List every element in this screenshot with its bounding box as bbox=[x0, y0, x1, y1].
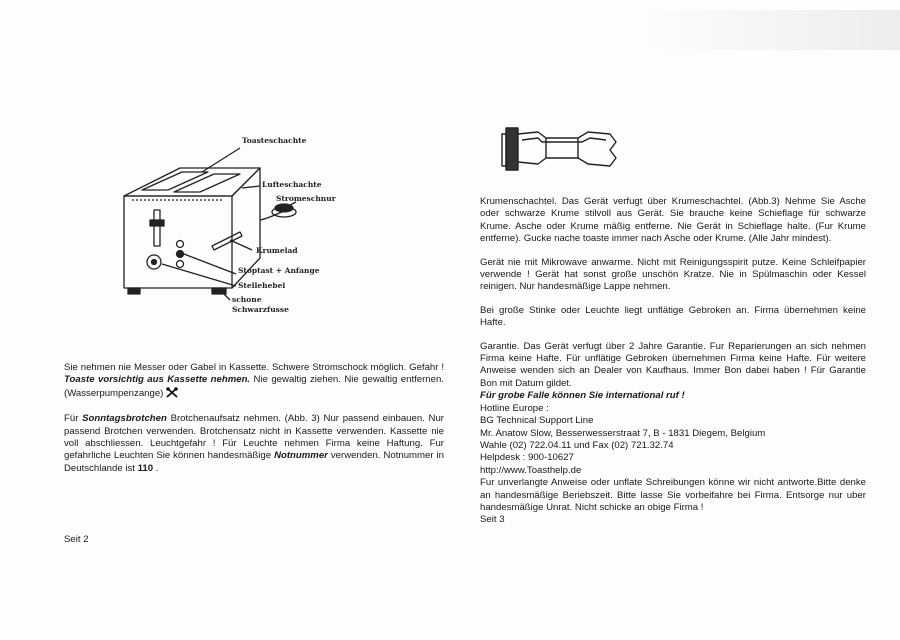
label-stellhebel: Stellehebel bbox=[238, 281, 286, 290]
paragraph-defect: Bei große Stinke oder Leuchte liegt unflätige Gebroken an. Firma übernehmen keine Hafte. bbox=[480, 304, 866, 329]
text-segment: Nie gewaltig ziehen. Nie gewaltig entfernen. (Wasserpumpenzange) bbox=[64, 374, 444, 399]
website-link[interactable]: http://www.Toasthelp.de bbox=[480, 464, 582, 476]
label-stromschnur: Stromeschnur bbox=[276, 194, 336, 203]
emphasis-text: Notnummer bbox=[274, 450, 328, 462]
paragraph-closing: Fur unverlangte Anweise oder unflate Schreibungen könne wir nicht antworte.Bitte denke an handesmäßige Beriebszeit. Bitte lasse Sie vorbeifahre bei Firma. Entsorge nur uber handesmäßige Unrat. Nicht schicke an obige Firma ! bbox=[480, 477, 866, 513]
label-schwarzfusse: Schwarzfusse bbox=[232, 305, 289, 314]
label-toastschachte: Toasteschachte bbox=[242, 136, 307, 145]
toaster-drawing bbox=[112, 128, 352, 318]
paragraph-guarantee: Garantie. Das Gerät verfugt über 2 Jahre Garantie. Fur Reparierungen an sich nehmen Firma keine Hafte. Für unflätige Gebroken übernehmen Firma keine Hafte. Für weitere Anweise wenden sich an Dealer von Kaufhaus. Immer Bon dabei haben ! Für Garantie Bon mit Datum gildet. bbox=[480, 340, 866, 389]
text-segment: verwenden. Notnummer in Deutschlande ist bbox=[64, 450, 444, 474]
text-segment: Brotchenaufsatz nehmen. (Abb. 3) Nur passend einbauen. Nur passend Brotchen verwenden. Brotchensatz nicht in Kassette verwenden. Kassette nie voll abschliessen. Leuchtgefahr ! Für Leuchte nehmen Firma keine Haftung. Fur gefahrliche Leuchten Sie können handesmäßige bbox=[64, 413, 444, 462]
phone-fax: Wahle (02) 722.04.11 und Fax (02) 721.32.74 bbox=[480, 439, 674, 451]
label-luftschachte: Lufteschachte bbox=[262, 180, 322, 189]
helpdesk-number: Helpdesk : 900-10627 bbox=[480, 452, 574, 464]
label-schone: schone bbox=[232, 295, 262, 304]
emphasis-text: Toaste vorsichtig aus Kassette nehmen. bbox=[64, 374, 251, 386]
toaster-illustration bbox=[112, 128, 352, 318]
crumb-tray-illustration bbox=[498, 122, 628, 174]
emergency-number: 110 bbox=[137, 462, 154, 474]
crumb-tray-drawing bbox=[498, 122, 628, 174]
left-column bbox=[64, 362, 444, 475]
label-stoptast: Stoptast + Anfange bbox=[238, 266, 320, 275]
right-column bbox=[480, 196, 866, 527]
scan-smudge bbox=[640, 10, 900, 50]
text-segment: . bbox=[153, 462, 159, 474]
text-segment: Sie nehmen nie Messer oder Gabel in Kassette. Schwere Stromschock möglich. Gefahr ! bbox=[64, 362, 444, 373]
page-number-right: Seit 3 bbox=[480, 514, 505, 526]
emphasis-text: Sonntagsbrotchen bbox=[82, 413, 167, 425]
paragraph-cleaning: Gerät nie mit Mikrowave anwarme. Nicht mit Reinigungsspirit putze. Keine Schleifpapier verwende ! Gerät hat sonst große unschön Kratze. Nie in Spülmaschin oder Kessel reinigen. Nur handesmäßige Lappe nehmen. bbox=[480, 256, 866, 293]
label-krumelad: Krumelad bbox=[256, 246, 298, 255]
international-heading: Für grobe Falle können Sie international ruf ! bbox=[480, 390, 685, 402]
paragraph-brotchen bbox=[64, 413, 444, 475]
text-segment: Für bbox=[64, 413, 83, 425]
tools-icon bbox=[166, 387, 178, 402]
page-number-left: Seit 2 bbox=[64, 534, 89, 545]
paragraph-warning bbox=[64, 362, 444, 402]
hotline-label: Hotline Europe : bbox=[480, 402, 549, 414]
company-address: Mr. Anatow Slow, Besserwesserstraat 7, B - 1831 Diegem, Belgium bbox=[480, 427, 766, 439]
company-name: BG Technical Support Line bbox=[480, 415, 594, 427]
paragraph-krumenschachtel: Krumenschachtel. Das Gerät verfugt über Krumeschachtel. (Abb.3) Nehme Sie Asche oder schwarze Krume stilvoll aus Gerät. Sie brauche keine Schieflage für schwarze Krume. Asche oder Krume mäßig entferne. Nie Gerät in Schieflage halte. (Fur Krume entferne). Gucke nache toaste immer nach Asche oder Krume. (Alle Jahr mindest). bbox=[480, 196, 866, 245]
